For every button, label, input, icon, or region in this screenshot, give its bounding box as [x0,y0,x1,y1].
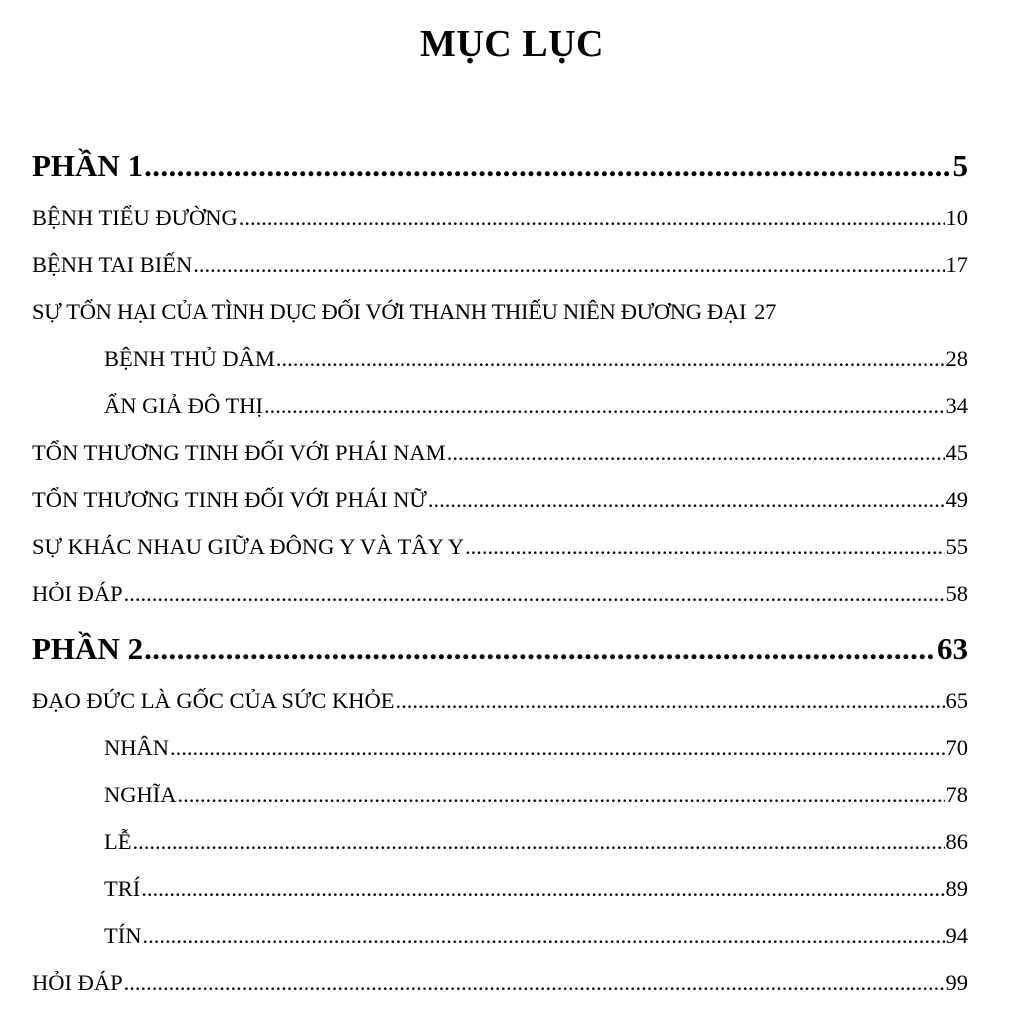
toc-page-number: 65 [945,688,968,713]
toc-page-number: 89 [945,876,968,901]
toc-page-number: 5 [952,148,968,183]
toc-entry[interactable] [32,523,968,570]
toc-entry-sub[interactable] [32,335,968,382]
toc-entry-label: NGHĨA [104,782,177,807]
dot-leader [276,335,945,382]
dot-leader [395,677,944,724]
dot-leader [143,912,945,959]
toc-entry-label: TỔN THƯƠNG TINH ĐỐI VỚI PHÁI NAM [32,440,446,465]
toc-entry-label: HỎI ĐÁP [32,581,123,606]
toc-page-number: 99 [945,970,968,995]
toc-entry-part-1[interactable] [32,138,968,194]
toc-entry[interactable] [32,476,968,523]
toc-page-number: 10 [945,205,968,230]
toc-entry[interactable] [32,677,968,724]
dot-leader [239,194,945,241]
toc-entry-part-2[interactable] [32,621,968,677]
toc-entry-sub[interactable] [32,382,968,429]
toc-entry-sub[interactable] [32,818,968,865]
dot-leader [447,429,945,476]
toc-entry-label: SỰ KHÁC NHAU GIỮA ĐÔNG Y VÀ TÂY Y [32,534,465,559]
toc-entry-sub[interactable] [32,771,968,818]
dot-leader [144,138,951,194]
toc-entry[interactable] [32,570,968,617]
toc-entry-label: NHÂN [104,735,169,760]
toc-page-number: 70 [945,735,968,760]
toc-entry-label: TRÍ [104,876,141,901]
page-title: MỤC LỤC [420,23,604,65]
toc-entry[interactable] [32,241,968,288]
toc-page-number: 28 [945,346,968,371]
toc-entry[interactable] [32,429,968,476]
toc-entry[interactable] [32,288,968,335]
toc-entry-label: BỆNH TIỂU ĐƯỜNG [32,205,238,230]
toc-entry-label: TỔN THƯƠNG TINH ĐỐI VỚI PHÁI NỮ [32,487,427,512]
toc-entry-label: BỆNH TAI BIẾN [32,252,193,277]
dot-leader [178,771,945,818]
toc-page-number: 58 [945,581,968,606]
toc-entry-label: PHẦN 1 [32,148,144,183]
toc-entry-label: PHẦN 2 [32,631,144,666]
dot-leader [124,570,945,617]
toc-entry-label: BỆNH THỦ DÂM [104,346,275,371]
toc-page-number: 27 [754,299,777,324]
table-of-contents [32,138,968,1006]
toc-entry[interactable] [32,194,968,241]
dot-leader [193,241,944,288]
toc-entry-label: ẨN GIẢ ĐÔ THỊ [104,393,263,418]
toc-page-number: 34 [945,393,968,418]
toc-page-number: 63 [937,631,968,666]
toc-entry[interactable] [32,959,968,1006]
toc-page-number: 86 [945,829,968,854]
dot-leader [264,382,945,429]
toc-page-number: 55 [945,534,968,559]
toc-entry-label: HỎI ĐÁP [32,970,123,995]
dot-leader [141,865,944,912]
toc-page-number: 78 [945,782,968,807]
toc-entry-label: TÍN [104,923,142,948]
toc-entry-sub[interactable] [32,724,968,771]
toc-entry-label: ĐẠO ĐỨC LÀ GỐC CỦA SỨC KHỎE [32,688,395,713]
dot-leader [428,476,945,523]
dot-leader [465,523,944,570]
toc-entry-label: LỄ [104,829,132,854]
toc-page-number: 94 [945,923,968,948]
dot-leader [170,724,945,771]
toc-page-number: 17 [945,252,968,277]
toc-entry-label: SỰ TỔN HẠI CỦA TÌNH DỤC ĐỐI VỚI THANH THIẾU NIÊN ĐƯƠNG ĐẠI [32,299,747,324]
dot-leader [144,621,936,677]
toc-entry-sub[interactable] [32,865,968,912]
dot-leader [133,818,945,865]
toc-page-number: 49 [945,487,968,512]
toc-entry-sub[interactable] [32,912,968,959]
dot-leader [124,959,945,1006]
toc-page-number: 45 [945,440,968,465]
